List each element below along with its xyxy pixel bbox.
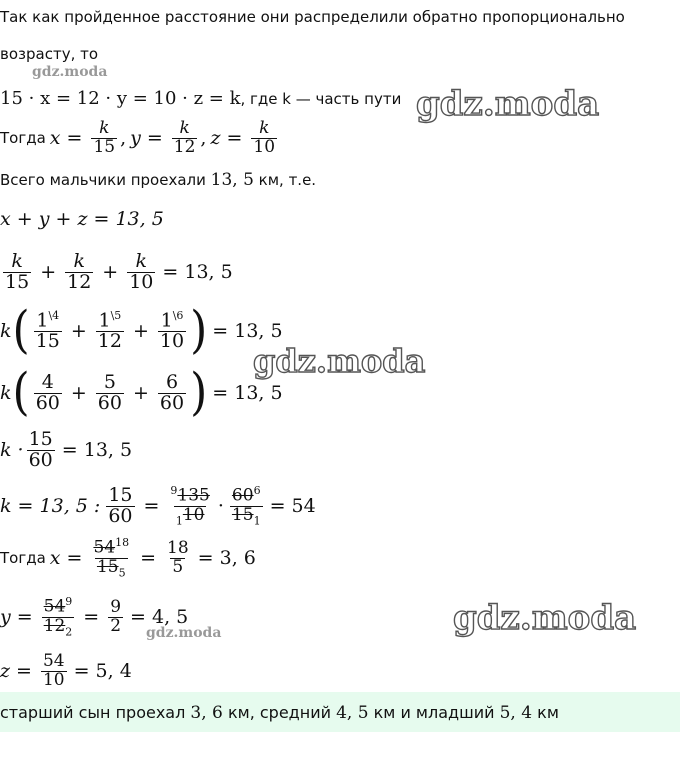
total-value: 13, 5 bbox=[210, 170, 254, 190]
answer-value: 4, 5 bbox=[336, 703, 369, 723]
var-k: k bbox=[0, 382, 12, 404]
rhs: = 13, 5 bbox=[212, 320, 283, 342]
multiplier: \4 bbox=[48, 308, 60, 322]
rhs: = 4, 5 bbox=[130, 606, 189, 628]
fraction bbox=[96, 310, 124, 352]
answer-part: старший сын проехал bbox=[0, 703, 191, 722]
crossed-num: 135 bbox=[177, 485, 210, 506]
then-label: Тогда bbox=[0, 129, 46, 147]
watermark-small: gdz.moda bbox=[32, 64, 108, 80]
fraction-reduced bbox=[42, 596, 75, 637]
answer-value: 5, 4 bbox=[499, 703, 533, 723]
total-text-b: км, т.е. bbox=[253, 171, 317, 189]
equation-k-times bbox=[0, 426, 132, 474]
var-k: k · bbox=[0, 439, 24, 461]
fraction-reduced bbox=[230, 485, 263, 526]
fraction bbox=[158, 370, 186, 414]
then-label: Тогда bbox=[0, 549, 46, 567]
crossed-num: 60 bbox=[231, 485, 254, 506]
fraction-den: 5 bbox=[172, 556, 184, 577]
fraction bbox=[251, 117, 277, 157]
fraction-den: 60 bbox=[35, 391, 60, 414]
equation-xyz: Тогда x = $\frac{k}{15}$ , y = $\frac{k}{12}$ , z = $\frac{k}{10}$ bbox=[0, 117, 276, 157]
fraction bbox=[27, 427, 55, 471]
proportion-expr: 15 · x = 12 · y = 10 · z = k bbox=[0, 88, 241, 109]
fraction bbox=[34, 310, 62, 352]
crossed-den: 10 bbox=[182, 504, 205, 525]
fraction-num: 1 bbox=[160, 309, 173, 332]
equation-sixtieths: k ( $\frac{4}{60}$ + $\frac{5}{60}$ + $\frac{6}{60}$ ) = 13, 5 bbox=[0, 363, 283, 422]
intro-line-2: возрасту, то bbox=[0, 45, 99, 63]
fraction-den: 10 bbox=[159, 330, 185, 353]
var-k: k bbox=[0, 320, 12, 342]
fraction-num: 15 bbox=[108, 483, 133, 506]
reduced-value: 1 bbox=[253, 514, 261, 528]
crossed-num: 54 bbox=[93, 537, 116, 558]
intro-line-1: Так как пройденное расстояние они распределили обратно пропорционально bbox=[0, 8, 625, 26]
fraction bbox=[41, 650, 67, 690]
fraction-num: 1 bbox=[98, 309, 111, 332]
reduced-value: 2 bbox=[65, 625, 73, 639]
equation-y-value: y = $\frac{54^9}{12_2}$ = $\frac{9}{2}$ = 4, 5 bbox=[0, 595, 189, 639]
fraction bbox=[108, 596, 123, 636]
fraction-num: 54 bbox=[42, 650, 65, 671]
fraction-den: 12 bbox=[173, 136, 196, 157]
rhs: = 5, 4 bbox=[73, 660, 132, 682]
fraction-num: 6 bbox=[165, 370, 179, 393]
var-x: x bbox=[49, 127, 61, 149]
answer-part: км и младший bbox=[368, 703, 500, 722]
lhs: k = 13, 5 : bbox=[0, 495, 101, 517]
multiplier: \5 bbox=[110, 308, 122, 322]
var-y: y bbox=[130, 127, 141, 149]
fraction bbox=[106, 483, 134, 527]
fraction-den: 2 bbox=[110, 615, 122, 636]
total-text-a: Всего мальчики проехали bbox=[0, 171, 211, 189]
fraction bbox=[3, 249, 31, 293]
fraction-den: 60 bbox=[159, 391, 185, 414]
fraction-den: 12 bbox=[67, 270, 92, 293]
equation-k-value: k = 13, 5 : $\frac{15}{60}$ = $\frac{^9135}{_110}$ · $\frac{60^6}{15_1}$ = 54 bbox=[0, 483, 316, 528]
reduced-value: 18 bbox=[115, 536, 130, 550]
fraction-den: 15 bbox=[5, 270, 30, 293]
rhs: = 3, 6 bbox=[197, 547, 256, 569]
fraction-reduced bbox=[168, 485, 211, 526]
answer-value: 3, 6 bbox=[190, 703, 223, 723]
fraction bbox=[96, 370, 124, 414]
reduced-value: 6 bbox=[253, 484, 261, 498]
rhs: = 13, 5 bbox=[212, 382, 283, 404]
reduced-value: 5 bbox=[118, 566, 126, 580]
crossed-den: 15 bbox=[96, 556, 119, 577]
proportion-tail: , где k — часть пути bbox=[240, 90, 402, 108]
fraction bbox=[127, 249, 155, 293]
equation-common-denominator: k ( $\frac{1^{\backslash 4}}{15}$ + $\frac{1^{\backslash 5}}{12}$ + $\frac{1^{\backslash 6}}{10}$ ) = 13, 5 bbox=[0, 301, 283, 360]
rhs: = 13, 5 bbox=[162, 261, 233, 283]
fraction-num: 9 bbox=[110, 596, 122, 617]
fraction-reduced bbox=[91, 537, 131, 578]
fraction-num: k bbox=[135, 249, 148, 272]
rhs: = 13, 5 bbox=[61, 439, 133, 461]
sum-expr: x + y + z = 13, 5 bbox=[0, 208, 164, 230]
var-z: z bbox=[210, 127, 221, 149]
fraction bbox=[34, 370, 62, 414]
equation-fractions: $\frac{k}{15}$ + $\frac{k}{12}$ + $\frac{k}{10}$ = 13, 5 bbox=[5, 249, 233, 293]
total-distance-text bbox=[0, 170, 316, 190]
fraction-num: 1 bbox=[36, 309, 49, 332]
fraction bbox=[65, 249, 93, 293]
fraction-den: 15 bbox=[35, 330, 60, 353]
fraction-den: 15 bbox=[93, 136, 116, 157]
fraction-num: 15 bbox=[28, 427, 53, 450]
crossed-num: 54 bbox=[43, 596, 66, 617]
fraction-den: 12 bbox=[97, 330, 122, 353]
watermark: gdz.moda bbox=[253, 342, 426, 380]
fraction bbox=[165, 537, 191, 577]
fraction bbox=[172, 117, 198, 157]
reduced-value: 9 bbox=[170, 484, 178, 498]
fraction bbox=[158, 310, 186, 352]
fraction-den: 10 bbox=[129, 270, 154, 293]
fraction-den: 10 bbox=[42, 669, 65, 690]
fraction-num: k bbox=[179, 117, 190, 138]
fraction-num: 18 bbox=[167, 537, 189, 558]
equation-proportion bbox=[0, 88, 401, 109]
answer-part: км, средний bbox=[222, 703, 337, 722]
crossed-den: 12 bbox=[43, 615, 66, 636]
var-z: z bbox=[0, 660, 11, 682]
reduced-value: 1 bbox=[175, 514, 183, 528]
equation-sum bbox=[0, 208, 164, 230]
fraction-den: 60 bbox=[28, 448, 53, 471]
multiplier: \6 bbox=[172, 308, 184, 322]
fraction-num: k bbox=[73, 249, 85, 272]
rhs: = 54 bbox=[269, 495, 316, 517]
reduced-value: 9 bbox=[65, 595, 73, 609]
equation-z-value: z = $\frac{54}{10}$ = 5, 4 bbox=[0, 650, 132, 690]
fraction-den: 60 bbox=[108, 504, 133, 527]
watermark: gdz.moda bbox=[453, 598, 637, 638]
fraction-num: k bbox=[11, 249, 23, 272]
crossed-den: 15 bbox=[231, 504, 254, 525]
equation-x-value: Тогда x = $\frac{54^{18}}{15_5}$ = $\frac{18}{5}$ = 3, 6 bbox=[0, 536, 256, 580]
answer-part: км bbox=[532, 703, 559, 722]
fraction-den: 10 bbox=[253, 136, 276, 157]
var-x: x bbox=[49, 547, 61, 569]
fraction-num: k bbox=[99, 117, 110, 138]
fraction-num: k bbox=[259, 117, 270, 138]
answer-text bbox=[0, 703, 559, 723]
var-y: y bbox=[0, 606, 11, 628]
watermark: gdz.moda bbox=[416, 84, 600, 124]
fraction-num: 5 bbox=[103, 370, 116, 393]
watermark-small: gdz.moda bbox=[146, 625, 222, 641]
fraction-den: 60 bbox=[97, 391, 122, 414]
fraction-num: 4 bbox=[41, 370, 54, 393]
fraction bbox=[91, 117, 117, 157]
